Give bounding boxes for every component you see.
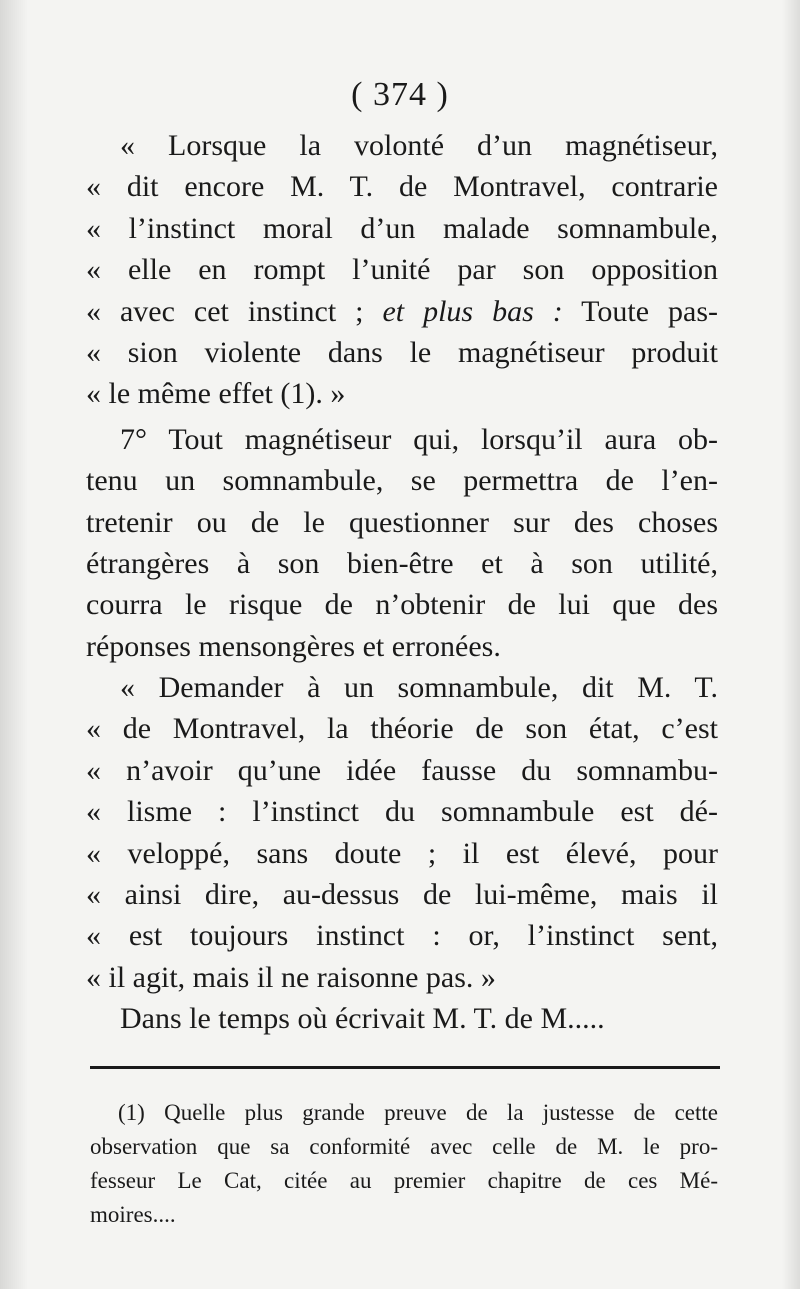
- text-line: « n’avoir qu’une idée fausse du somnambu-: [86, 753, 718, 787]
- text-line-with-italic: [86, 291, 718, 332]
- text-line: « lisme : l’instinct du somnambule est dé-: [86, 795, 718, 829]
- footnote-line: moires....: [90, 1202, 176, 1227]
- text-line: tenu un somnambule, se permettra de l’en-: [86, 464, 718, 498]
- text-line-part: « avec cet instinct ;: [86, 294, 383, 328]
- footnote-line: fesseur Le Cat, citée au premier chapitre de ces Mé-: [90, 1168, 718, 1193]
- text-line: « le même effet (1). »: [86, 377, 346, 411]
- text-line: « sion violente dans le magnétiseur produit: [86, 335, 718, 369]
- text-line: « Demander à un somnambule, dit M. T.: [120, 671, 718, 705]
- text-line: « Lorsque la volonté d’un magnétiseur,: [120, 129, 718, 162]
- text-line-part: Toute pas-: [562, 294, 719, 328]
- text-line: « ainsi dire, au-dessus de lui-même, mais il: [86, 878, 718, 912]
- text-line: courra le risque de n’obtenir de lui que des: [86, 588, 718, 622]
- text-line: tretenir ou de le questionner sur des choses: [86, 505, 718, 539]
- text-line: « il agit, mais il ne raisonne pas. »: [86, 960, 496, 994]
- text-line: Dans le temps où écrivait M. T. de M.....: [120, 1002, 605, 1036]
- text-line: « est toujours instinct : or, l’instinct sent,: [86, 919, 718, 953]
- footnote-line: observation que sa conformité avec celle de M. le pro-: [90, 1134, 718, 1159]
- text-line: « l’instinct moral d’un malade somnambule,: [86, 211, 718, 245]
- footnote-divider: [90, 1066, 720, 1069]
- footnote-line: (1) Quelle plus grande preuve de la justesse de cette: [118, 1100, 718, 1125]
- text-line: « elle en rompt l’unité par son opposition: [86, 253, 718, 287]
- text-line: « de Montravel, la théorie de son état, c’est: [86, 712, 718, 746]
- italic-phrase: et plus bas :: [382, 294, 563, 328]
- page-number: ( 374 ): [351, 76, 449, 113]
- body-text: [86, 125, 718, 1040]
- text-line: réponses mensongères et erronées.: [86, 629, 501, 663]
- text-line: « dit encore M. T. de Montravel, contrarie: [86, 170, 718, 204]
- footnote: [90, 1096, 718, 1232]
- text-line: étrangères à son bien-être et à son utilité,: [86, 546, 718, 580]
- text-line: « veloppé, sans doute ; il est élevé, pour: [86, 836, 718, 870]
- text-line: 7° Tout magnétiseur qui, lorsqu’il aura ob-: [120, 422, 718, 456]
